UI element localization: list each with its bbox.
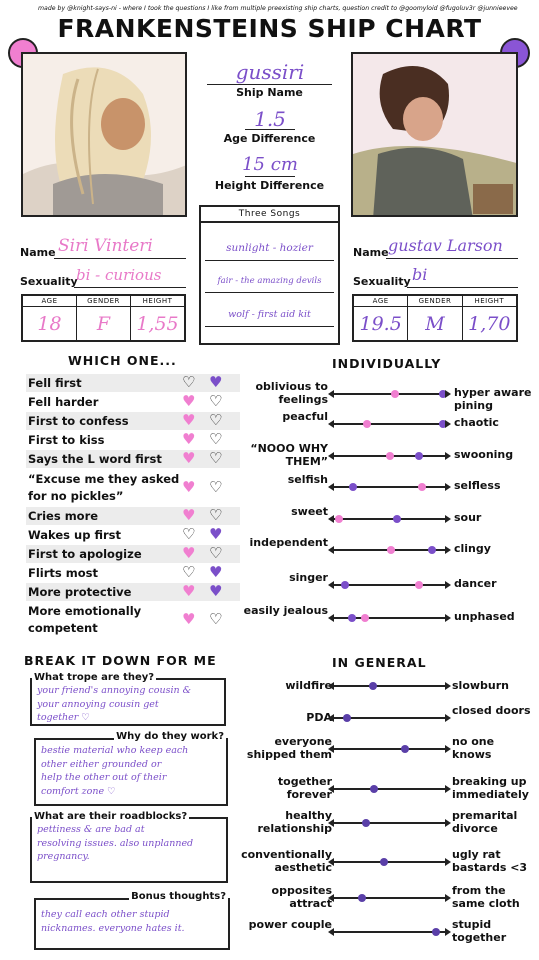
- char-a-height-header: HEIGHT: [131, 296, 184, 307]
- empty-heart-icon: ♡: [182, 373, 196, 391]
- answer-line: your friend's annoying cousin &: [37, 685, 192, 696]
- purple-marker: [415, 452, 423, 460]
- answer-line: your annoying cousin get: [37, 698, 159, 710]
- which-one-label: Says the L word first: [28, 452, 162, 466]
- char-b-height-header: HEIGHT: [463, 296, 516, 307]
- which-one-row: [26, 450, 240, 468]
- empty-heart-icon: ♡: [209, 411, 223, 429]
- individually-left-label: oblivious to feelings: [255, 380, 328, 406]
- purple-marker: [439, 420, 447, 428]
- in-general-left-label: healthy relationship: [257, 809, 332, 835]
- individually-right-label: sour: [454, 511, 482, 524]
- page-title: FRANKENSTEINS SHIP CHART: [57, 14, 482, 43]
- individually-axis: [333, 423, 446, 425]
- purple-marker: [348, 614, 356, 622]
- ship-name: gussiri: [235, 60, 305, 84]
- purple-marker: [362, 819, 370, 827]
- empty-heart-icon: ♡: [182, 525, 196, 543]
- break-it-down-header: BREAK IT DOWN FOR ME: [24, 653, 217, 668]
- which-one-row: [26, 507, 240, 525]
- answer-line: they call each other stupid: [41, 909, 170, 920]
- purple-marker: [401, 745, 409, 753]
- in-general-axis: [333, 685, 446, 687]
- in-general-right-label: breaking up immediately: [452, 775, 529, 801]
- individually-left-label: selfish: [287, 473, 328, 486]
- char-b-sexuality-line: [407, 287, 518, 288]
- empty-heart-icon: ♡: [209, 430, 223, 448]
- in-general-axis: [333, 788, 446, 790]
- in-general-left-label: together forever: [277, 775, 332, 801]
- char-a-gender: F: [96, 312, 111, 335]
- which-one-row: [26, 602, 240, 638]
- in-general-axis: [333, 748, 446, 750]
- which-one-row: [26, 393, 240, 411]
- height-difference-label: Height Difference: [214, 179, 325, 192]
- answer-line: pettiness & are bad at: [37, 824, 145, 835]
- answer-text: [41, 744, 223, 798]
- in-general-left-label: conventionally aesthetic: [241, 848, 332, 874]
- answer-line: other either grounded or: [41, 758, 162, 770]
- which-one-label: Cries more: [28, 509, 99, 523]
- age-difference: 1.5: [254, 107, 286, 131]
- pink-heart-icon: ♥: [182, 544, 196, 562]
- answer-line: help the other out of their: [41, 772, 167, 783]
- char-a-stats: [21, 294, 186, 342]
- height-difference: 15 cm: [242, 154, 298, 175]
- char-b-gender-header: GENDER: [408, 296, 461, 307]
- in-general-axis: [333, 717, 446, 719]
- char-b-age: 19.5: [359, 312, 402, 335]
- individually-axis: [333, 455, 446, 457]
- pink-marker: [418, 483, 426, 491]
- individually-right-label: unphased: [454, 610, 515, 623]
- individually-axis: [333, 486, 446, 488]
- which-one-row: [26, 545, 240, 563]
- individually-left-label: peacful: [282, 410, 328, 423]
- which-one-label: More emotionally competent: [28, 604, 142, 635]
- which-one-label: Fell first: [28, 376, 82, 390]
- char-b-gender: M: [425, 312, 445, 335]
- pink-marker: [415, 581, 423, 589]
- pink-heart-icon: ♥: [182, 411, 196, 429]
- individually-right-label: selfless: [454, 479, 501, 492]
- age-difference-label: Age Difference: [223, 132, 316, 145]
- pink-heart-icon: ♥: [182, 392, 196, 410]
- in-general-axis: [333, 822, 446, 824]
- purple-marker: [341, 581, 349, 589]
- char-a-height: 1,55: [136, 312, 179, 335]
- question-label: Why do they work?: [116, 731, 224, 742]
- individually-right-label: dancer: [454, 577, 497, 590]
- char-a-age: 18: [37, 312, 62, 335]
- purple-marker: [432, 928, 440, 936]
- individually-axis: [333, 549, 446, 551]
- song-2-line: [205, 292, 334, 293]
- song-3: wolf - first aid kit: [228, 309, 311, 320]
- individually-left-label: independent: [249, 536, 328, 549]
- char-a-sexuality-label: Sexuality: [20, 275, 78, 288]
- pink-heart-icon: ♥: [182, 610, 196, 628]
- which-one-row: [26, 564, 240, 582]
- purple-heart-icon: ♥: [209, 563, 223, 581]
- char-a-gender-header: GENDER: [77, 296, 130, 307]
- which-one-label: Wakes up first: [28, 528, 121, 542]
- which-one-row: [26, 412, 240, 430]
- char-a-name: Siri Vinteri: [58, 236, 153, 256]
- which-one-label: Flirts most: [28, 566, 98, 580]
- song-1-line: [205, 260, 334, 261]
- songs-header: Three Songs: [201, 207, 338, 223]
- pink-marker: [361, 614, 369, 622]
- individually-left-label: singer: [289, 571, 328, 584]
- song-3-line: [205, 326, 334, 327]
- empty-heart-icon: ♡: [209, 449, 223, 467]
- char-b-height: 1,70: [468, 312, 511, 335]
- char-a-sexuality-line: [74, 287, 186, 288]
- individually-left-label: easily jealous: [243, 604, 328, 617]
- which-one-label: First to apologize: [28, 547, 142, 561]
- answer-line: bestie material who keep each: [41, 745, 189, 756]
- in-general-axis: [333, 931, 446, 933]
- individually-left-label: sweet: [291, 505, 328, 518]
- which-one-row: [26, 431, 240, 449]
- portrait-b: [351, 52, 518, 217]
- answer-text: [41, 908, 225, 935]
- which-one-row: [26, 374, 240, 392]
- in-general-right-label: closed doors: [452, 704, 531, 717]
- which-one-label: “Excuse me they asked for no pickles”: [28, 472, 180, 503]
- answer-line: pregnancy.: [37, 851, 90, 862]
- which-one-row: [26, 470, 240, 506]
- empty-heart-icon: ♡: [209, 610, 223, 628]
- height-difference-line: [245, 176, 295, 177]
- individually-axis: [333, 518, 446, 520]
- individually-right-label: clingy: [454, 542, 491, 555]
- char-b-name-label: Name: [353, 246, 389, 259]
- purple-marker: [428, 546, 436, 554]
- purple-marker: [393, 515, 401, 523]
- empty-heart-icon: ♡: [209, 506, 223, 524]
- song-1: sunlight - hozier: [226, 242, 313, 254]
- individually-axis: [333, 617, 446, 619]
- song-2: fair - the amazing devils: [217, 276, 322, 286]
- purple-marker: [349, 483, 357, 491]
- answer-text: [37, 823, 223, 864]
- answer-text: [37, 684, 221, 725]
- individually-right-label: chaotic: [454, 416, 499, 429]
- in-general-left-label: opposites attract: [271, 884, 332, 910]
- answer-line: resolving issues. also unplanned: [37, 837, 194, 849]
- in-general-left-label: power couple: [248, 918, 332, 931]
- char-b-stats: [352, 294, 518, 342]
- char-b-name: gustav Larson: [388, 236, 503, 255]
- which-one-label: First to confess: [28, 414, 129, 428]
- which-one-header: WHICH ONE...: [68, 353, 177, 368]
- answer-line: comfort zone ♡: [41, 785, 116, 797]
- purple-marker: [358, 894, 366, 902]
- individually-right-label: swooning: [454, 448, 514, 461]
- empty-heart-icon: ♡: [209, 544, 223, 562]
- in-general-left-label: PDA: [306, 711, 332, 724]
- purple-marker: [343, 714, 351, 722]
- in-general-right-label: premarital divorce: [452, 809, 518, 835]
- answer-line: nicknames. everyone hates it.: [41, 922, 185, 934]
- in-general-right-label: no one knows: [452, 735, 495, 761]
- in-general-header: IN GENERAL: [332, 655, 427, 670]
- individually-header: INDIVIDUALLY: [332, 356, 442, 371]
- in-general-right-label: ugly rat bastards <3: [452, 848, 528, 874]
- purple-heart-icon: ♥: [209, 582, 223, 600]
- empty-heart-icon: ♡: [209, 392, 223, 410]
- pink-marker: [386, 452, 394, 460]
- individually-axis: [333, 584, 446, 586]
- pink-marker: [335, 515, 343, 523]
- songs-box: [199, 205, 340, 345]
- individually-left-label: “NOOO WHY THEM”: [250, 442, 328, 468]
- purple-marker: [439, 390, 447, 398]
- question-label: What trope are they?: [34, 672, 155, 683]
- which-one-row: [26, 526, 240, 544]
- age-difference-line: [245, 129, 295, 130]
- purple-heart-icon: ♥: [209, 525, 223, 543]
- purple-marker: [370, 785, 378, 793]
- char-b-age-header: AGE: [354, 296, 407, 307]
- portrait-a: [21, 52, 187, 217]
- empty-heart-icon: ♡: [209, 478, 223, 496]
- pink-marker: [391, 390, 399, 398]
- pink-heart-icon: ♥: [182, 506, 196, 524]
- purple-marker: [380, 858, 388, 866]
- which-one-label: First to kiss: [28, 433, 105, 447]
- which-one-row: [26, 583, 240, 601]
- in-general-axis: [333, 897, 446, 899]
- in-general-left-label: everyone shipped them: [246, 735, 332, 761]
- which-one-label: More protective: [28, 585, 132, 599]
- pink-heart-icon: ♥: [182, 582, 196, 600]
- in-general-axis: [333, 861, 446, 863]
- which-one-label: Fell harder: [28, 395, 99, 409]
- char-a-sexuality: bi - curious: [76, 266, 162, 284]
- individually-axis: [333, 393, 446, 395]
- pink-heart-icon: ♥: [182, 478, 196, 496]
- question-label: What are their roadblocks?: [34, 811, 188, 822]
- pink-heart-icon: ♥: [182, 430, 196, 448]
- in-general-left-label: wildfire: [285, 679, 332, 692]
- individually-right-label: hyper aware pining: [454, 386, 532, 412]
- char-b-name-line: [386, 258, 518, 259]
- pink-marker: [363, 420, 371, 428]
- pink-marker: [387, 546, 395, 554]
- credit-line: made by @knight-says-ni - where I took the questions I like from multiple preexisting ship charts, question credit to @goomyloid @fugoluv3r @junnieevee: [38, 5, 518, 12]
- ship-name-line: [207, 84, 332, 85]
- char-a-name-label: Name: [20, 246, 56, 259]
- in-general-right-label: stupid together: [452, 918, 507, 944]
- answer-line: together ♡: [37, 712, 90, 723]
- pink-heart-icon: ♥: [182, 449, 196, 467]
- char-a-age-header: AGE: [23, 296, 76, 307]
- in-general-right-label: from the same cloth: [452, 884, 520, 910]
- purple-marker: [369, 682, 377, 690]
- in-general-right-label: slowburn: [452, 679, 509, 692]
- purple-heart-icon: ♥: [209, 373, 223, 391]
- empty-heart-icon: ♡: [182, 563, 196, 581]
- char-b-sexuality: bi: [412, 265, 428, 284]
- char-a-name-line: [54, 258, 186, 259]
- char-b-sexuality-label: Sexuality: [353, 275, 411, 288]
- ship-name-label: Ship Name: [236, 86, 303, 99]
- question-label: Bonus thoughts?: [131, 891, 226, 902]
